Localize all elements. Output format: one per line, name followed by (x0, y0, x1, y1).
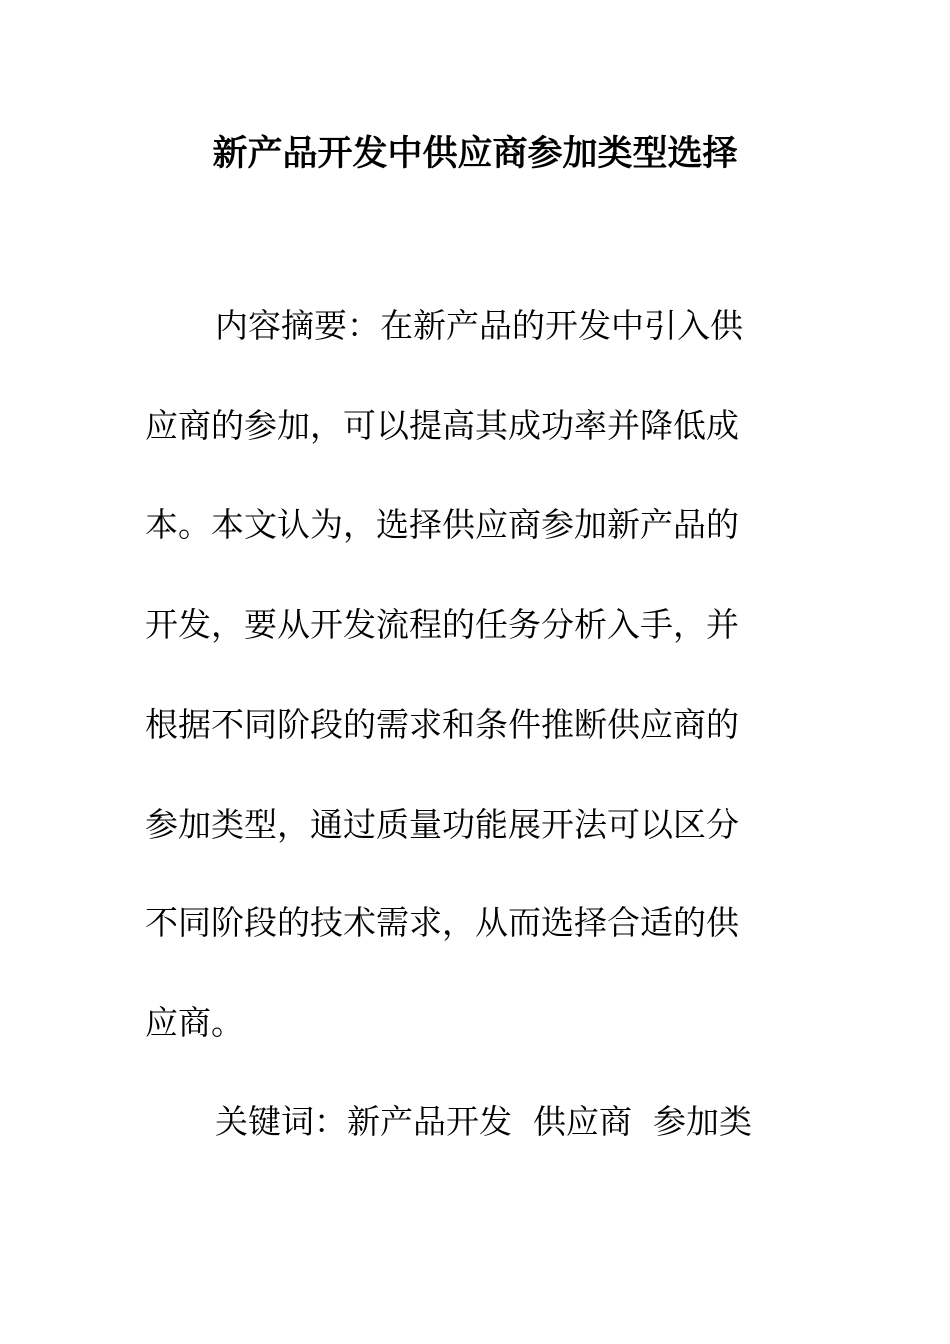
abstract-line: 参加类型，通过质量功能展开法可以区分 (145, 805, 739, 844)
abstract-line: 应商。 (145, 1003, 244, 1042)
abstract-line: 根据不同阶段的需求和条件推断供应商的 (145, 705, 739, 744)
abstract-line: 本。本文认为，选择供应商参加新产品的 (145, 505, 739, 544)
abstract-line: 开发，要从开发流程的任务分析入手，并 (145, 605, 739, 644)
document-title: 新产品开发中供应商参加类型选择 (212, 133, 738, 174)
abstract-line: 内容摘要：在新产品的开发中引入供 (215, 306, 743, 345)
abstract-line: 不同阶段的技术需求，从而选择合适的供 (145, 903, 739, 942)
abstract-line: 应商的参加，可以提高其成功率并降低成 (145, 406, 739, 445)
keywords-line: 关键词：新产品开发 供应商 参加类 (215, 1102, 752, 1141)
